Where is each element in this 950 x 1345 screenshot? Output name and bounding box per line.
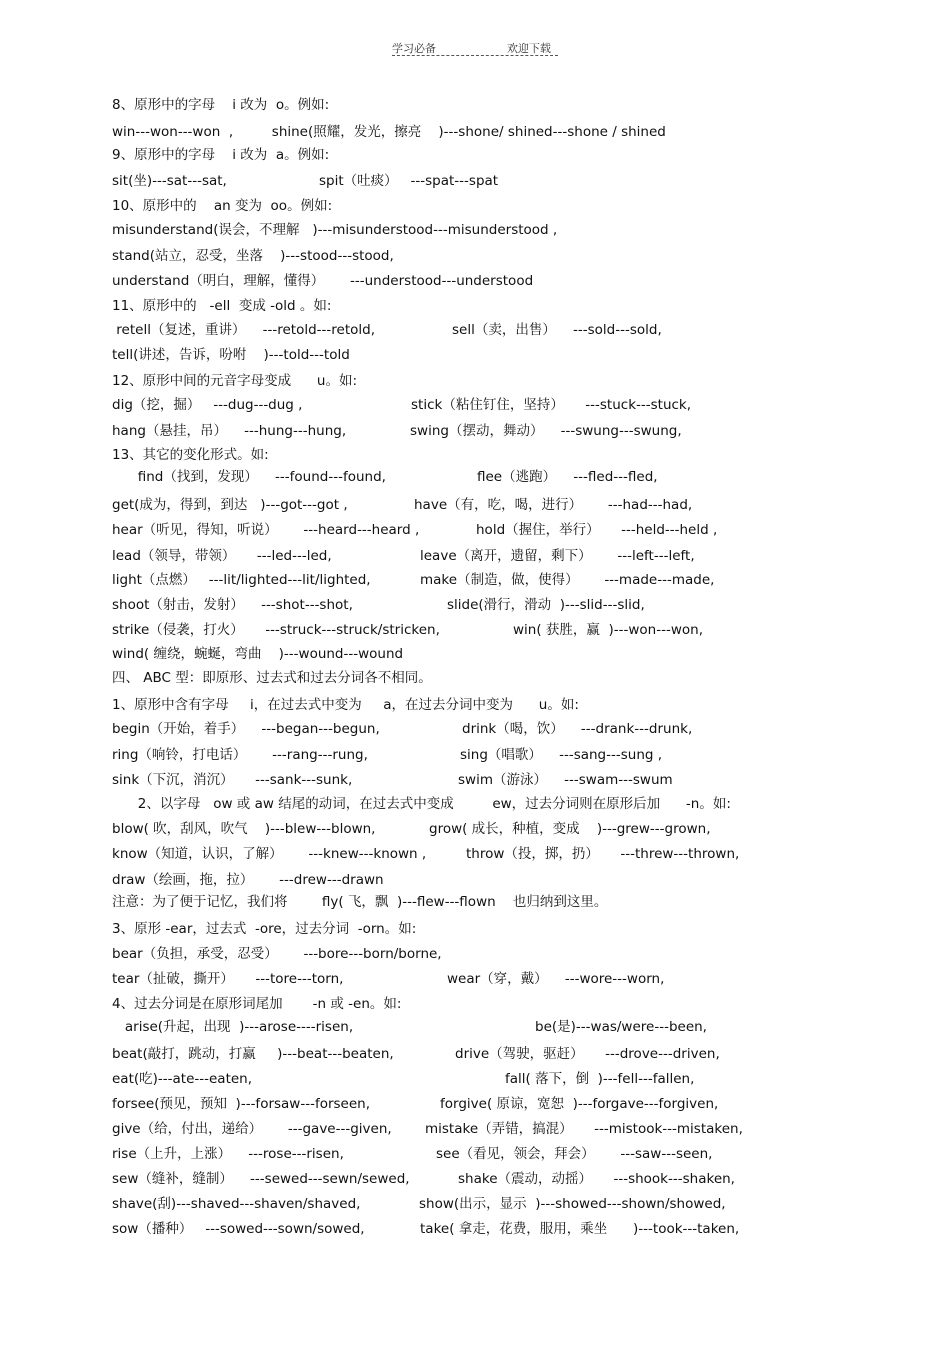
text-line-col1: retell（复述，重讲） ---retold---retold,	[112, 322, 375, 338]
text-line	[112, 298, 331, 314]
text-line-col1: 9、原形中的字母 i 改为 a。例如:	[112, 147, 330, 163]
text-line	[112, 322, 662, 338]
text-line-col1: stand(站立，忍受，坐落 )---stood---stood,	[112, 248, 394, 264]
text-line-col2: swim（游泳） ---swam---swum	[458, 772, 673, 788]
text-line-col1: misunderstand(误会，不理解 )---misunderstood---misunderstood ,	[112, 222, 558, 238]
text-line-col2: take( 拿走，花费，服用，乘坐 )---took---taken,	[420, 1221, 740, 1237]
text-line	[112, 597, 645, 613]
text-line	[112, 273, 533, 289]
text-line-col1: 4、过去分词是在原形词尾加 -n 或 -en。如:	[112, 996, 402, 1012]
text-line	[112, 522, 718, 538]
text-line-col2: fall( 落下，倒 )---fell---fallen,	[505, 1071, 695, 1087]
text-line-col1: sow（播种） ---sowed---sown/sowed,	[112, 1221, 365, 1237]
text-line	[112, 796, 731, 812]
text-line	[112, 198, 332, 214]
text-line-col1: begin（开始，着手） ---began---begun,	[112, 721, 380, 737]
text-line-col1: sink（下沉，消沉） ---sank---sunk,	[112, 772, 353, 788]
text-line-col1: understand（明白，理解，懂得） ---understood---understood	[112, 273, 534, 289]
text-line-col1: rise（上升，上涨） ---rose---risen,	[112, 1146, 344, 1162]
text-line	[112, 971, 665, 987]
text-line	[112, 548, 695, 564]
text-line-col1: wind( 缠绕，蜿蜒，弯曲 )---wound---wound	[112, 646, 404, 662]
text-line-col2: show(出示，显示 )---showed---shown/showed,	[419, 1196, 726, 1212]
text-line	[112, 697, 579, 713]
text-line	[112, 772, 673, 788]
text-line-col2: slide(滑行，滑动 )---slid---slid,	[447, 597, 645, 613]
text-line	[112, 670, 432, 686]
text-line	[112, 469, 658, 485]
text-line-col1: ring（响铃，打电话） ---rang---rung,	[112, 747, 368, 763]
text-line	[112, 147, 329, 163]
text-line	[112, 622, 703, 638]
text-line-col2: forgive( 原谅，宽恕 )---forgave---forgiven,	[440, 1096, 719, 1112]
text-line-col1: dig（挖，掘） ---dug---dug ,	[112, 397, 303, 413]
text-line	[112, 347, 350, 363]
text-line	[112, 1046, 720, 1062]
text-line-col1: eat(吃)---ate---eaten,	[112, 1071, 253, 1087]
text-line-col2: stick（粘住钉住，坚持） ---stuck---stuck,	[411, 397, 692, 413]
text-line-col2: shake（震动，动摇） ---shook---shaken,	[458, 1171, 735, 1187]
text-line-col2: see（看见，领会，拜会） ---saw---seen,	[436, 1146, 713, 1162]
text-line	[112, 872, 384, 888]
text-line	[112, 97, 329, 113]
text-line-col2: throw（投，掷，扔） ---threw---thrown,	[466, 846, 740, 862]
text-line-col2: sell（卖，出售） ---sold---sold,	[452, 322, 662, 338]
text-line-col2: make（制造，做，使得） ---made---made,	[420, 572, 715, 588]
text-line-col1: hang（悬挂，吊） ---hung---hung,	[112, 423, 347, 439]
text-line-col2: drink（喝，饮） ---drank---drunk,	[462, 721, 693, 737]
text-line-col1: draw（绘画，拖，拉） ---drew---drawn	[112, 872, 384, 888]
text-line-col1: bear（负担，承受，忍受） ---bore---born/borne,	[112, 946, 442, 962]
text-line	[112, 894, 607, 910]
text-line-col2: leave（离开，遗留，剩下） ---left---left,	[420, 548, 695, 564]
text-line	[112, 397, 692, 413]
text-line-col1: beat(敲打，跳动，打赢 )---beat---beaten,	[112, 1046, 394, 1062]
text-line-col1: 2、以字母 ow 或 aw 结尾的动词，在过去式中变成 ew，过去分词则在原形后加 -n。如:	[112, 796, 731, 812]
text-line	[112, 821, 711, 837]
text-line-col1: blow( 吹，刮风，吹气 )---blew---blown,	[112, 821, 376, 837]
text-line-col1: sew（缝补，缝制） ---sewed---sewn/sewed,	[112, 1171, 410, 1187]
text-line-col1: 1、原形中含有字母 i，在过去式中变为 a，在过去分词中变为 u。如:	[112, 697, 579, 713]
text-line	[112, 447, 269, 463]
text-line	[112, 1146, 713, 1162]
text-line-col1: 注意：为了便于记忆，我们将 fly( 飞，飘 )---flew---flown 也归纳到这里。	[112, 894, 608, 910]
text-line-col2: sing（唱歌） ---sang---sung ,	[460, 747, 663, 763]
text-line-col1: 10、原形中的 an 变为 oo。例如:	[112, 198, 333, 214]
text-line	[112, 996, 401, 1012]
text-line-col1: 3、原形 -ear，过去式 -ore，过去分词 -orn。如:	[112, 921, 417, 937]
text-line	[112, 1071, 695, 1087]
text-line	[112, 1121, 743, 1137]
text-line-col2: swing（摆动，舞动） ---swung---swung,	[410, 423, 682, 439]
text-line	[112, 747, 663, 763]
text-line-col2: mistake（弄错，搞混） ---mistook---mistaken,	[425, 1121, 743, 1137]
text-line-col2: flee（逃跑） ---fled---fled,	[477, 469, 658, 485]
text-line	[112, 248, 394, 264]
text-line-col1: light（点燃） ---lit/lighted---lit/lighted,	[112, 572, 371, 588]
text-line-col1: know（知道，认识，了解） ---knew---known ,	[112, 846, 427, 862]
text-line	[112, 721, 693, 737]
text-line-col1: give（给，付出，递给） ---gave---given,	[112, 1121, 392, 1137]
text-line-col2: have（有，吃，喝，进行） ---had---had,	[414, 497, 693, 513]
text-line-col1: 四、 ABC 型：即原形、过去式和过去分词各不相同。	[112, 670, 432, 686]
text-line-col1: lead（领导，带领） ---led---led,	[112, 548, 332, 564]
text-line-col2: hold（握住，举行） ---held---held ,	[476, 522, 718, 538]
text-line-col1: arise(升起，出现 )---arose----risen,	[112, 1019, 354, 1035]
text-line-col2: spit（吐痰） ---spat---spat	[319, 173, 499, 189]
text-line	[112, 1221, 740, 1237]
text-line	[112, 1171, 735, 1187]
text-line	[112, 646, 403, 662]
text-line	[112, 1196, 726, 1212]
text-line	[112, 373, 357, 389]
header-left-text: 学习必备	[392, 42, 436, 55]
text-line-col1: tell(讲述，告诉，吩咐 )---told---told	[112, 347, 350, 363]
page-header	[392, 40, 558, 60]
text-line-col1: 13、其它的变化形式。如:	[112, 447, 269, 463]
text-line-col2: wear（穿，戴） ---wore---worn,	[447, 971, 665, 987]
text-line	[112, 497, 693, 513]
text-line	[112, 124, 666, 140]
text-line-col1: forsee(预见，预知 )---forsaw---forseen,	[112, 1096, 371, 1112]
text-line	[112, 921, 416, 937]
text-line-col2: win( 获胜，赢 )---won---won,	[513, 622, 703, 638]
text-line	[112, 222, 557, 238]
header-right-text: 欢迎下载	[507, 42, 551, 55]
text-line-col2: be(是)---was/were---been,	[535, 1019, 707, 1035]
text-line	[112, 572, 715, 588]
text-line-col1: get(成为，得到，到达 )---got---got ,	[112, 497, 348, 513]
text-line	[112, 846, 740, 862]
text-line-col1: 8、原形中的字母 i 改为 o。例如:	[112, 97, 330, 113]
text-line	[112, 423, 682, 439]
text-line	[112, 1019, 707, 1035]
text-line-col1: 12、原形中间的元音字母变成 u。如:	[112, 373, 358, 389]
text-line-col1: hear（听见，得知，听说） ---heard---heard ,	[112, 522, 420, 538]
text-line-col2: grow( 成长，种植，变成 )---grew---grown,	[429, 821, 711, 837]
text-line	[112, 173, 499, 189]
text-line-col1: sit(坐)---sat---sat,	[112, 173, 227, 189]
text-line-col2: drive（驾驶，驱赶） ---drove---driven,	[455, 1046, 720, 1062]
text-line	[112, 1096, 719, 1112]
text-line-col1: tear（扯破，撕开） ---tore---torn,	[112, 971, 344, 987]
text-line-col1: win---won---won , shine(照耀，发光，擦亮 )---shone/ shined---shone / shined	[112, 124, 666, 140]
text-line-col1: 11、原形中的 -ell 变成 -old 。如:	[112, 298, 332, 314]
text-line-col1: strike（侵袭，打火） ---struck---struck/stricken,	[112, 622, 440, 638]
text-line	[112, 946, 442, 962]
text-line-col1: find（找到，发现） ---found---found,	[112, 469, 386, 485]
header-rule	[392, 55, 558, 56]
text-line-col1: shoot（射击，发射） ---shot---shot,	[112, 597, 353, 613]
text-line-col1: shave(刮)---shaved---shaven/shaved,	[112, 1196, 361, 1212]
